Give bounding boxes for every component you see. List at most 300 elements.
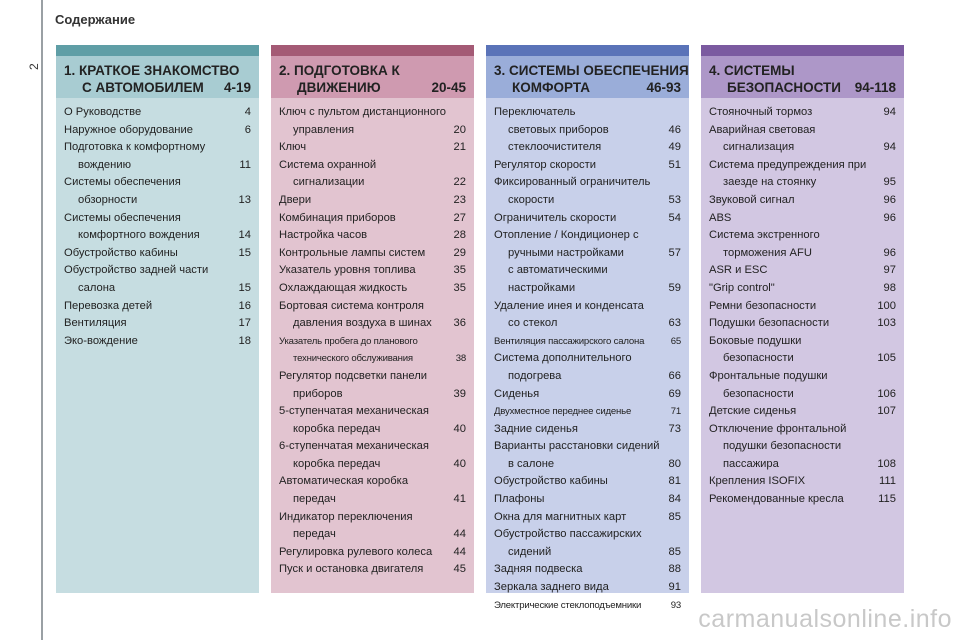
toc-entry-line	[494, 227, 681, 245]
toc-entry[interactable]	[279, 561, 466, 579]
toc-entry-text: в салоне	[508, 457, 555, 470]
section-title-line1: 3. СИСТЕМЫ ОБЕСПЕЧЕНИЯ	[494, 63, 689, 78]
toc-entry-text: Наружное оборудование	[64, 123, 193, 136]
toc-entry-line	[709, 473, 896, 491]
toc-entry-line	[279, 438, 466, 456]
toc-entry-text: 6-ступенчатая механическая	[279, 440, 429, 453]
section-3-column	[486, 45, 689, 611]
section-title-line2: ДВИЖЕНИЮ 20-45	[297, 80, 466, 95]
toc-entry-text: скорости	[508, 193, 555, 206]
toc-entry-line	[709, 192, 896, 210]
toc-entry[interactable]	[494, 227, 681, 262]
toc-entry-text: Боковые подушки	[709, 334, 802, 347]
section-4-column	[701, 45, 904, 593]
toc-entry[interactable]	[279, 262, 466, 280]
toc-entry[interactable]	[279, 157, 466, 192]
toc-entry-page: 65	[670, 335, 681, 347]
toc-entry-text: Отопление / Кондиционер с	[494, 229, 639, 242]
toc-entry-text: Аварийная световая	[709, 123, 816, 136]
toc-entry-line	[64, 122, 251, 140]
toc-entry-line	[494, 157, 681, 175]
toc-entry-line	[709, 210, 896, 228]
toc-entry-text: Регулировка рулевого колеса	[279, 545, 433, 558]
toc-entry-line	[494, 438, 681, 456]
toc-entry-text: Обустройство кабины	[64, 246, 178, 259]
toc-entry-text: технического обслуживания	[293, 353, 413, 365]
toc-entry-page: 40	[453, 422, 466, 435]
toc-entry-line	[709, 421, 896, 439]
section-page-range: 46-93	[646, 80, 681, 95]
toc-entry-line	[709, 438, 896, 456]
toc-entry-page: 44	[453, 528, 466, 541]
toc-entry-line	[709, 227, 896, 245]
toc-entry-text: Отключение фронтальной	[709, 422, 847, 435]
toc-entry-line	[494, 122, 681, 140]
toc-entry-line	[494, 210, 681, 228]
toc-entry[interactable]	[494, 509, 681, 527]
toc-entry-line	[494, 104, 681, 122]
toc-entry-text: Настройка часов	[279, 229, 368, 242]
toc-entry-line	[709, 315, 896, 333]
toc-entry-line	[494, 245, 681, 263]
toc-entry-text: "Grip control"	[709, 281, 775, 294]
toc-entry-line	[64, 333, 251, 351]
toc-entry-line	[709, 174, 896, 192]
toc-entry-page: 80	[668, 457, 681, 470]
section-header[interactable]	[271, 56, 474, 98]
toc-entry-line	[64, 227, 251, 245]
toc-entry-text: Комбинация приборов	[279, 211, 396, 224]
toc-entry-page: 13	[238, 193, 251, 206]
toc-entry-page: 29	[453, 246, 466, 259]
section-entries	[271, 98, 474, 593]
toc-entry-page: 85	[668, 545, 681, 558]
toc-entry-line	[64, 245, 251, 263]
toc-entry-page: 49	[668, 141, 681, 154]
toc-entry-page: 96	[883, 246, 896, 259]
toc-entry[interactable]	[279, 280, 466, 298]
toc-entry-line	[64, 104, 251, 122]
toc-entry[interactable]	[279, 139, 466, 157]
section-title-line2: БЕЗОПАСНОСТИ 94-118	[727, 80, 896, 95]
toc-entry[interactable]	[279, 333, 466, 368]
toc-entry[interactable]	[494, 438, 681, 473]
toc-entry-text: Сиденья	[494, 387, 540, 400]
toc-entry-line	[709, 139, 896, 157]
section-number: 4.	[709, 63, 721, 78]
toc-entry-line	[279, 104, 466, 122]
toc-entry-text: Автоматическая коробка	[279, 475, 409, 488]
toc-entry[interactable]	[709, 491, 896, 509]
toc-entry-text: Система дополнительного	[494, 352, 632, 365]
toc-entry-line	[709, 403, 896, 421]
toc-entry-page: 35	[453, 264, 466, 277]
toc-entry-text: Задние сиденья	[494, 422, 578, 435]
toc-entry-page: 107	[877, 405, 896, 418]
toc-entry-page: 36	[453, 317, 466, 330]
section-header[interactable]	[701, 56, 904, 98]
toc-entry-line	[494, 333, 681, 351]
toc-entry-text: коробка передач	[293, 422, 381, 435]
toc-entry[interactable]	[64, 262, 251, 297]
toc-entry[interactable]	[64, 139, 251, 174]
toc-entry[interactable]	[494, 350, 681, 385]
toc-entry-line	[709, 333, 896, 351]
toc-entry[interactable]	[279, 438, 466, 473]
toc-entry-line	[494, 544, 681, 562]
toc-entry-page: 23	[453, 193, 466, 206]
toc-entry-text: О Руководстве	[64, 106, 142, 118]
toc-entry-line	[494, 298, 681, 316]
toc-entry-line	[64, 315, 251, 333]
section-entries	[56, 98, 259, 593]
toc-entry[interactable]	[494, 386, 681, 404]
toc-entry-text: Ключ с пультом дистанционного	[279, 106, 447, 118]
toc-entry-text: ASR и ESC	[709, 264, 768, 277]
toc-entry[interactable]	[494, 597, 681, 615]
toc-entry[interactable]	[494, 174, 681, 209]
toc-entry-line	[494, 192, 681, 210]
toc-entry-line	[64, 262, 251, 280]
toc-entry[interactable]	[494, 491, 681, 509]
toc-entry-text: салона	[78, 281, 116, 294]
toc-entry-page: 88	[668, 563, 681, 576]
toc-entry-text: Ограничитель скорости	[494, 211, 617, 224]
toc-entry[interactable]	[64, 315, 251, 333]
toc-entry[interactable]	[64, 174, 251, 209]
toc-entry[interactable]	[494, 333, 681, 351]
toc-entry-text: Зеркала заднего вида	[494, 581, 609, 594]
toc-entry[interactable]	[279, 544, 466, 562]
toc-entry-page: 17	[238, 317, 251, 330]
toc-entry-page: 45	[453, 563, 466, 576]
toc-entry-line	[279, 456, 466, 474]
toc-entry-text: пассажира	[723, 457, 779, 470]
toc-entry-page: 97	[883, 264, 896, 277]
toc-entry[interactable]	[494, 526, 681, 561]
toc-entry-page: 69	[668, 387, 681, 400]
toc-entry-text: Обустройство кабины	[494, 475, 608, 488]
toc-entry-text: Вентиляция	[64, 317, 127, 330]
toc-entry-text: Электрические стеклоподъемники	[494, 599, 642, 611]
toc-entry-page: 16	[238, 299, 251, 312]
toc-entry-line	[494, 139, 681, 157]
toc-entry[interactable]	[279, 104, 466, 139]
toc-entry-text: Охлаждающая жидкость	[279, 281, 408, 294]
toc-entry[interactable]	[709, 333, 896, 368]
toc-entry-line	[494, 491, 681, 509]
toc-entry[interactable]	[494, 421, 681, 439]
toc-entry-text: управления	[293, 123, 355, 136]
toc-entry-text: световых приборов	[508, 123, 609, 136]
toc-entry-line	[279, 122, 466, 140]
toc-entry-text: Обустройство задней части	[64, 264, 209, 277]
toc-entry-text: безопасности	[723, 352, 794, 365]
toc-entry[interactable]	[709, 262, 896, 280]
toc-entry[interactable]	[494, 473, 681, 491]
toc-entry-text: давления воздуха в шинах	[293, 317, 432, 330]
toc-entry-page: 66	[668, 369, 681, 382]
toc-entry-text: Переключатель	[494, 106, 576, 118]
toc-entry-page: 94	[883, 141, 896, 154]
toc-entry-text: подогрева	[508, 369, 562, 382]
watermark: carmanualsonline.info	[698, 605, 952, 633]
toc-entry-text: Эко-вождение	[64, 334, 138, 347]
toc-entry[interactable]	[279, 298, 466, 333]
toc-entry-page: 73	[668, 422, 681, 435]
toc-entry[interactable]	[709, 421, 896, 474]
toc-entry-text: Рекомендованные кресла	[709, 493, 844, 506]
toc-entry[interactable]	[64, 210, 251, 245]
toc-entry-line	[279, 139, 466, 157]
toc-entry[interactable]	[279, 227, 466, 245]
toc-entry-line	[279, 491, 466, 509]
toc-entry-page: 6	[244, 123, 251, 136]
toc-entry-text: Задняя подвеска	[494, 563, 583, 576]
section-header[interactable]	[486, 56, 689, 98]
toc-entry[interactable]	[709, 210, 896, 228]
toc-entry-page: 11	[239, 158, 251, 171]
toc-entry-line	[494, 421, 681, 439]
toc-entry[interactable]	[709, 104, 896, 122]
toc-entry[interactable]	[279, 192, 466, 210]
toc-entry-line	[64, 174, 251, 192]
section-color-strip	[271, 45, 474, 56]
toc-entry-page: 111	[878, 475, 896, 488]
toc-entry[interactable]	[709, 227, 896, 262]
toc-entry-line	[279, 315, 466, 333]
section-entries	[701, 98, 904, 593]
toc-entry-text: Система предупреждения при	[709, 158, 867, 171]
toc-entry-page: 15	[238, 246, 251, 259]
toc-entry-line	[494, 526, 681, 544]
toc-entry-line	[709, 157, 896, 175]
toc-entry-page: 22	[453, 176, 466, 189]
toc-entry-line	[709, 386, 896, 404]
page-number: 2	[27, 63, 41, 70]
toc-entry-line	[494, 456, 681, 474]
toc-entry[interactable]	[494, 403, 681, 421]
page-title: Содержание	[55, 12, 136, 27]
toc-entry-text: Регулятор подсветки панели	[279, 369, 428, 382]
toc-entry-line	[709, 350, 896, 368]
toc-entry-line	[64, 192, 251, 210]
toc-entry[interactable]	[709, 368, 896, 403]
toc-entry-text: безопасности	[723, 387, 794, 400]
toc-entry-text: передач	[293, 493, 336, 506]
toc-entry-text: Ключ	[279, 141, 307, 154]
toc-entry-text: комфортного вождения	[78, 229, 200, 242]
toc-entry-line	[279, 210, 466, 228]
toc-entry-page: 53	[668, 193, 681, 206]
section-entries	[486, 98, 689, 611]
toc-entry-text: ручными настройками	[508, 246, 624, 259]
toc-entry-line	[494, 315, 681, 333]
toc-entry[interactable]	[709, 122, 896, 157]
toc-entry[interactable]	[494, 139, 681, 157]
toc-entry-text: Двери	[279, 193, 312, 206]
toc-entry[interactable]	[279, 509, 466, 544]
toc-entry-text: Фронтальные подушки	[709, 369, 828, 382]
toc-entry-line	[494, 386, 681, 404]
toc-entry-line	[64, 210, 251, 228]
toc-entry-page: 105	[877, 352, 896, 365]
section-number: 1.	[64, 63, 76, 78]
toc-entry-text: Двухместное переднее сиденье	[494, 406, 632, 418]
toc-entry-line	[494, 350, 681, 368]
section-1-column	[56, 45, 259, 593]
toc-entry-page: 96	[883, 211, 896, 224]
section-color-strip	[701, 45, 904, 56]
toc-entry[interactable]	[279, 473, 466, 508]
toc-entry[interactable]	[494, 104, 681, 139]
toc-entry-line	[279, 227, 466, 245]
toc-entry[interactable]	[64, 104, 251, 122]
toc-entry[interactable]	[709, 192, 896, 210]
toc-entry-line	[494, 403, 681, 421]
toc-entry-text: вождению	[78, 158, 131, 171]
toc-entry[interactable]	[494, 210, 681, 228]
toc-entry-page: 46	[668, 123, 681, 136]
toc-entry-text: Окна для магнитных карт	[494, 510, 627, 523]
toc-entry-line	[279, 544, 466, 562]
toc-entry-text: обзорности	[78, 193, 138, 206]
toc-entry-line	[494, 579, 681, 597]
toc-entry-text: Варианты расстановки сидений	[494, 440, 660, 453]
toc-entry[interactable]	[64, 298, 251, 316]
toc-entry-line	[279, 561, 466, 579]
toc-entry[interactable]	[494, 561, 681, 579]
toc-entry[interactable]	[279, 210, 466, 228]
toc-entry-line	[709, 104, 896, 122]
toc-entry-text: 5-ступенчатая механическая	[279, 405, 429, 418]
section-header[interactable]	[56, 56, 259, 98]
toc-entry[interactable]	[64, 245, 251, 263]
toc-entry-page: 40	[453, 457, 466, 470]
toc-entry-line	[279, 245, 466, 263]
toc-entry-line	[709, 456, 896, 474]
toc-entry-page: 14	[238, 229, 251, 242]
toc-entry-text: Бортовая система контроля	[279, 299, 424, 312]
toc-entry-line	[64, 298, 251, 316]
side-bar	[41, 0, 43, 640]
toc-entry-text: Системы обеспечения	[64, 176, 181, 189]
toc-entry-text: Удаление инея и конденсата	[494, 299, 644, 312]
toc-entry[interactable]	[709, 157, 896, 192]
toc-entry[interactable]	[709, 315, 896, 333]
toc-entry-text: приборов	[293, 387, 343, 400]
section-page-range: 4-19	[223, 80, 251, 95]
toc-entry-line	[279, 368, 466, 386]
toc-entry-page: 39	[453, 387, 466, 400]
toc-entry-text: Ремни безопасности	[709, 299, 817, 312]
toc-entry-text: Фиксированный ограничитель	[494, 176, 651, 189]
toc-entry[interactable]	[279, 245, 466, 263]
toc-entry-page: 44	[453, 545, 466, 558]
toc-entry-text: Звуковой сигнал	[709, 193, 795, 206]
toc-entry-line	[494, 368, 681, 386]
toc-entry-text: Крепления ISOFIX	[709, 475, 806, 488]
toc-entry-line	[64, 139, 251, 157]
toc-entry-page: 38	[455, 353, 466, 365]
toc-entry-text: Обустройство пассажирских	[494, 528, 642, 541]
toc-entry-text: Указатель уровня топлива	[279, 264, 416, 277]
section-page-range: 20-45	[431, 80, 466, 95]
toc-entry[interactable]	[494, 579, 681, 597]
toc-entry-text: ABS	[709, 211, 732, 224]
toc-entry-text: Системы обеспечения	[64, 211, 181, 224]
toc-entry-line	[494, 174, 681, 192]
toc-entry-page: 51	[668, 158, 681, 171]
toc-entry-page: 41	[453, 493, 466, 506]
toc-entry[interactable]	[64, 333, 251, 351]
toc-entry-page: 84	[668, 493, 681, 506]
toc-entry-page: 91	[668, 581, 681, 594]
section-title-line1: 2. ПОДГОТОВКА К	[279, 63, 400, 78]
toc-entry-text: Перевозка детей	[64, 299, 153, 312]
toc-entry-line	[709, 280, 896, 298]
toc-entry-text: заезде на стоянку	[723, 176, 817, 189]
toc-entry-line	[279, 403, 466, 421]
toc-entry-text: Стояночный тормоз	[709, 106, 813, 118]
section-number: 2.	[279, 63, 291, 78]
toc-entry-page: 20	[453, 123, 466, 136]
toc-entry-line	[64, 280, 251, 298]
toc-entry-page: 85	[668, 510, 681, 523]
toc-entry[interactable]	[494, 262, 681, 297]
toc-entry-page: 108	[877, 457, 896, 470]
toc-entry-page: 71	[670, 406, 681, 418]
section-color-strip	[56, 45, 259, 56]
toc-entry-page: 106	[877, 387, 896, 400]
toc-entry-text: Детские сиденья	[709, 405, 797, 418]
toc-entry-text: передач	[293, 528, 336, 541]
toc-entry[interactable]	[709, 473, 896, 491]
toc-entry-text: Пуск и остановка двигателя	[279, 563, 424, 576]
toc-entry-text: Регулятор скорости	[494, 158, 597, 171]
toc-entry-page: 115	[878, 493, 896, 506]
toc-entry-line	[709, 491, 896, 509]
section-page-range: 94-118	[854, 80, 896, 95]
section-2-column	[271, 45, 474, 593]
toc-entry-page: 95	[883, 176, 896, 189]
toc-entry[interactable]	[494, 157, 681, 175]
toc-entry-text: с автоматическими	[508, 264, 608, 277]
section-number: 3.	[494, 63, 506, 78]
toc-entry[interactable]	[64, 122, 251, 140]
toc-entry[interactable]	[709, 403, 896, 421]
toc-entry-text: Система охранной	[279, 158, 377, 171]
toc-entry-page: 21	[453, 141, 466, 154]
toc-entry[interactable]	[279, 368, 466, 403]
toc-entry-text: Подушки безопасности	[709, 317, 830, 330]
toc-entry-line	[494, 597, 681, 615]
toc-entry[interactable]	[709, 298, 896, 316]
section-title-line1: 4. СИСТЕМЫ	[709, 63, 795, 78]
toc-entry[interactable]	[494, 298, 681, 333]
toc-entry-text: сигнализации	[293, 176, 365, 189]
toc-entry-line	[494, 280, 681, 298]
toc-entry[interactable]	[279, 403, 466, 438]
toc-entry-line	[279, 333, 466, 351]
toc-entry-line	[279, 280, 466, 298]
toc-entry-line	[279, 509, 466, 527]
toc-entry-line	[279, 386, 466, 404]
toc-entry-page: 63	[668, 317, 681, 330]
toc-entry[interactable]	[709, 280, 896, 298]
toc-entry-page: 98	[883, 281, 896, 294]
toc-entry-page: 27	[453, 211, 466, 224]
